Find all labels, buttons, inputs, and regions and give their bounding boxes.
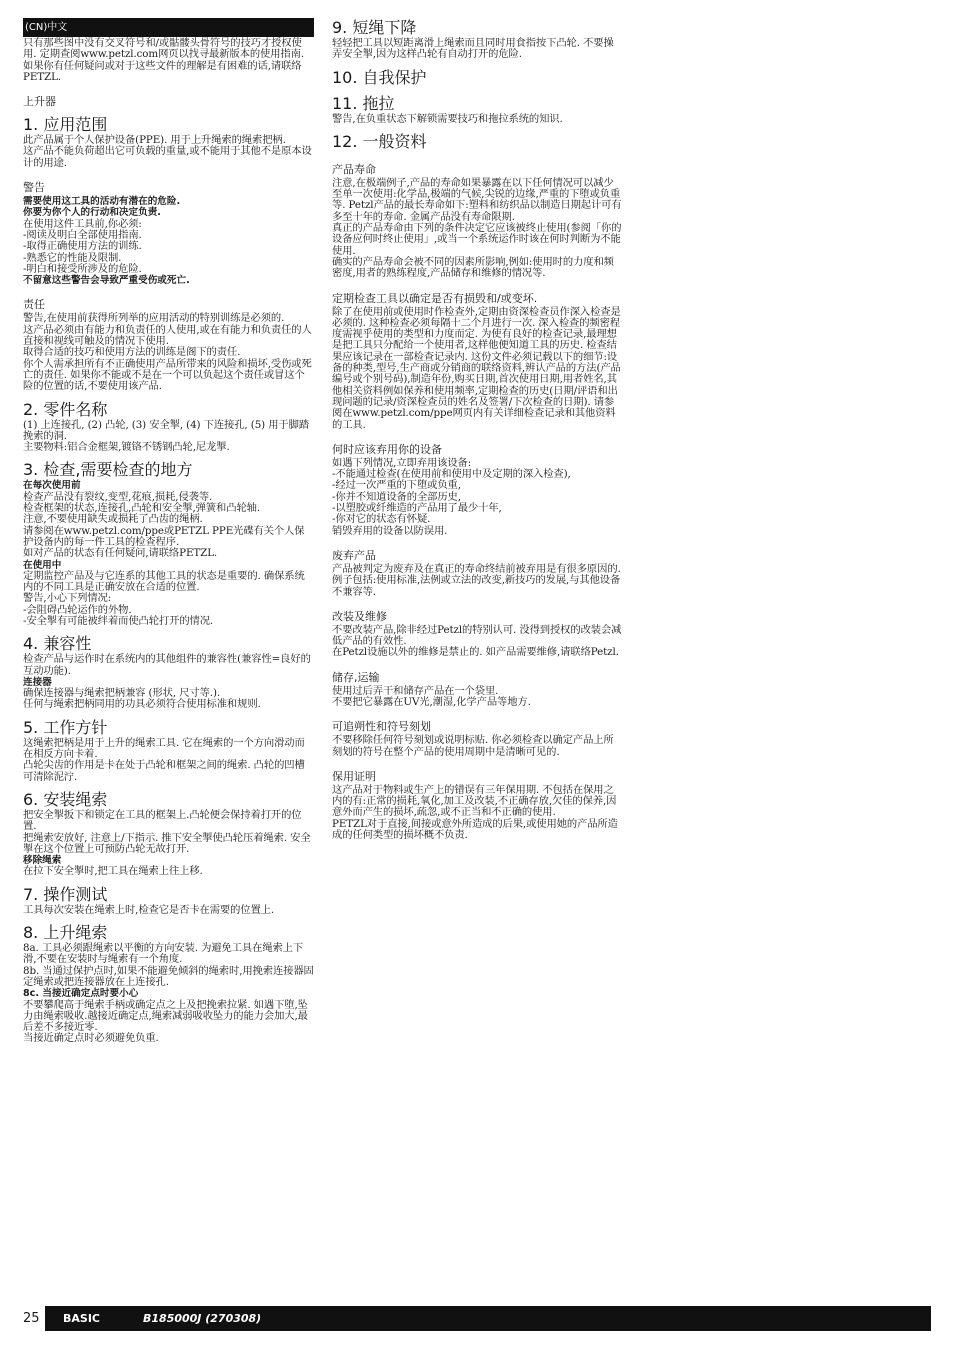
warranty-title: 保用证明 <box>332 769 376 783</box>
section-4-sub-connectors: 连接器 <box>23 676 52 688</box>
section-11-body: 警告,在负重状态下解锁需要技巧和拖拉系统的知识. <box>332 112 563 125</box>
section-5-body: 这绳索把柄是用于上升的绳索工具. 它在绳索的一个方向滑动而在相反方向卡着. 凸轮尖齿的作用是卡在处于凸轮和框架之间的绳索. 凸轮的凹槽可清除泥泞. <box>23 736 305 783</box>
intro-paragraph: 只有那些图中没有交叉符号和/或骷髅头骨符号的技巧才授权使用. 定期查阅www.petzl.com网页以找寻最新版本的使用指南. 如果你有任何疑问或对于这些文件的理解是有困难的话,请联络PETZL. <box>23 37 304 83</box>
section-6-body-1: 把安全掣扳下和锁定在工具的框架上.凸轮便会保持着打开的位置. 把绳索安放好, 注意上/下指示. 推下安全掣使凸轮压着绳索. 安全掣在这个位置上可预防凸轮无故打开. <box>23 808 311 855</box>
section-3-sub-before-use: 在每次使用前 <box>23 480 81 492</box>
modification-title: 改装及维修 <box>332 609 387 623</box>
warning-body: 在使用这件工具前,你必须: -阅读及明白全部使用指南. -取得正确使用方法的训练. -熟悉它的性能及限制. -明白和接受所涉及的危险. <box>23 217 142 275</box>
storage-title: 储存,运输 <box>332 670 380 684</box>
left-column <box>23 18 314 1045</box>
section-12-heading: 12. 一般资料 <box>332 131 427 151</box>
section-4-body-2: 确保连接器与绳索把柄兼容 (形状, 尺寸等.). 任何与绳索把柄同用的功具必须符合使用标准和规则. <box>23 687 261 711</box>
section-1-heading: 1. 应用范围 <box>23 115 108 135</box>
warning-line-2: 你要为你个人的行动和决定负责. <box>23 207 161 219</box>
section-8-heading: 8. 上升绳索 <box>23 923 108 943</box>
right-column <box>332 18 623 841</box>
warning-title: 警告 <box>23 181 45 195</box>
section-1-body: 此产品属于个人保护设备(PPE). 用于上升绳索的绳索把柄. 这产品不能负荷超出它可负载的重量,或不能用于其他不是原本设计的用途. <box>23 134 312 169</box>
section-6-heading: 6. 安装绳索 <box>23 789 108 809</box>
product-life-title: 产品寿命 <box>332 162 376 176</box>
section-8-sub-anchor: 8c. 当接近确定点时要小心 <box>23 988 139 1000</box>
section-8-body-2: 不要攀爬高于绳索手柄或确定点之上及把挽索拉紧. 如遇下堕,坠力由绳索吸收.越接近确定点,绳索减弱吸收坠力的能力会加大,最后差不多接近零. 当接近确定点时必须避免负重. <box>23 998 308 1045</box>
section-8-body-1: 8a. 工具必须跟绳索以平衡的方向安装. 为避免工具在绳索上下滑,不要在安装时与绳索有一个角度. 8b. 当通过保护点时,如果不能避免倾斜的绳索时,用挽索连接器固定绳索或把连接器放在上连接孔. <box>23 942 314 988</box>
section-6-sub-remove-rope: 移除绳索 <box>23 855 62 867</box>
footer-reference: B185000J (270308) <box>143 1312 262 1325</box>
section-4-body-1: 检查产品与运作时在系统内的其他组件的兼容性(兼容性=良好的互动功能). <box>23 653 311 677</box>
obsolete-title: 废弃产品 <box>332 548 376 562</box>
section-10-heading: 10. 自我保护 <box>332 67 427 87</box>
section-3-body-2: 定期监控产品及与它连系的其他工具的状态是重要的. 确保系统内的不同工具是正确安放在合适的位置. 警告,小心下列情况: -会阻碍凸轮运作的外物. -安全掣有可能被绊着而使凸轮打开的情况. <box>23 569 305 627</box>
footer-product-name: BASIC <box>63 1312 100 1325</box>
storage-body: 使用过后弄干和储存产品在一个袋里. 不要把它暴露在UV光,潮湿,化学产品等地方. <box>332 684 531 708</box>
responsibility-title: 责任 <box>23 298 45 312</box>
section-9-heading: 9. 短绳下降 <box>332 18 417 37</box>
section-3-body-1: 检查产品没有裂纹,变型,花痕,损耗,侵袭等. 检查框架的状态,连接孔,凸轮和安全掣,弹簧和凸轮轴. 注意,不要使用缺失或损耗了凸齿的绳柄. 请参阅在www.petzl.com/ppe或PETZL PPE光碟有关个人保护设备内的每一件工具的检查程序. 如对产品的状态有任何疑问,请联络PETZL. <box>23 490 305 560</box>
retirement-body: 如遇下列情况,立即弃用该设备: -不能通过检查(在使用前和使用中及定期的深入检查), -经过一次严重的下堕或负重, -你并不知道设备的全部历史, -以塑胶或纤维造的产品用了最少十年, -你对它的状态有怀疑. 销毁弃用的设备以防误用. <box>332 456 571 537</box>
product-life-body: 注意,在极端例子,产品的寿命如果暴露在以下任何情况可以减少至单一次使用:化学品,极端的气候,尖锐的边缘,严重的下堕或负重等. Petzl产品的最长寿命如下:塑料和纺织品以制造日期起计可有多至十年的寿命. 金属产品没有寿命限期. 真正的产品寿命由下列的条件决定它应该被终止使用(参阅「你的设备应何时终止使用」,或当一个系统运作时该在何时判断为不能使用. 确实的产品寿命会被不同的因素所影响,例如:使用时的力度和频密度,用者的熟练程度,产品储存和维修的情况等. <box>332 176 622 280</box>
page-footer <box>23 1306 931 1331</box>
section-2-body: (1) 上连接孔, (2) 凸轮, (3) 安全掣, (4) 下连接孔, (5) 用于脚踏挽索的洞. 主要物料:铝合金框架,镀铬不锈钢凸轮,尼龙掣. <box>23 418 310 454</box>
section-5-heading: 5. 工作方针 <box>23 717 108 737</box>
warranty-body: 这产品对于物料或生产上的错误有三年保用期. 不包括在保用之内的有:正常的损耗,氧化,加工及改装,不正确存放,欠佳的保养,因意外而产生的损坏,疏忽,或不正当和不正确的使用. PETZL对于直接,间接或意外所造成的后果,或使用她的产品所造成的任何类型的损坏概不负责. <box>332 783 618 842</box>
section-2-heading: 2. 零件名称 <box>23 399 108 419</box>
section-6-body-2: 在拉下安全掣时,把工具在绳索上往上移. <box>23 865 203 878</box>
periodic-inspection-title: 定期检查工具以确定是否有损毁和/或变坏. <box>332 291 538 305</box>
section-9-body: 轻轻把工具以短距离滑上绳索而且同时用食指按下凸轮. 不要操弄安全掣,因为这样凸轮有自动打开的危险. <box>332 37 614 61</box>
retirement-title: 何时应该弃用你的设备 <box>332 442 442 456</box>
warning-line-1: 需要使用这工具的活动有潜在的危险. <box>23 196 181 208</box>
modification-body: 不要改装产品,除非经过Petzl的特别认可. 没得到授权的改装会减低产品的有效性. 在Petzl设施以外的维修是禁止的. 如产品需要维修,请联络Petzl. <box>332 623 622 659</box>
responsibility-body: 警告,在使用前获得所列举的应用活动的特别训练是必须的. 这产品必须由有能力和负责任的人使用,或在有能力和负责任的人直接和视线可触及的情况下使用. 取得合适的技巧和使用方法的训练是阁下的责任. 你个人需承担所有不正确使用产品所带来的风险和损坏,受伤或死亡的责任. 如果你不能或不是在一个可以负起这个责任或冒这个险的位置的话,不要使用该产品. <box>23 312 312 393</box>
footer-bar <box>45 1306 931 1331</box>
traceability-title: 可追朔性和符号刻划 <box>332 720 431 734</box>
section-3-sub-during-use: 在使用中 <box>23 559 62 571</box>
obsolete-body: 产品被判定为废弃及在真正的寿命终结前被弃用是有很多原因的. 例子包括:使用标准,法例或立法的改变,新技巧的发展,与其他设备不兼容等. <box>332 562 621 598</box>
warning-line-3: 不留意这些警告会导致严重受伤或死亡. <box>23 275 190 287</box>
section-7-body: 工具每次安装在绳索上时,检查它是否卡在需要的位置上. <box>23 903 275 916</box>
page-number: 25 <box>23 1311 40 1326</box>
periodic-inspection-body: 除了在使用前或使用时作检查外,定期由资深检查员作深入检查是必须的. 这种检查必须每隔十二个月进行一次. 深入检查的频密程度需视乎使用的类型和力度而定. 为使有良好的检查记录,最理想是把工具只分配给一个使用者,这样他便知道工具的历史. 检查结果应该记录在一部检查记录内. 这份文件必须记载以下的细节:设备的种类,型号,生产商或分销商的联络资料,辨认产品的方法(产品编号或个别号码),制造年份,购买日期,首次使用日期,用者姓名,其他相关资料例如保养和使用频率,定期检查的历史(日期/评语和出现问题的记录/资深检查员的姓名及签署/下次检查的日期). 请参阅在www.petzl.com/ppe网页内有关详细检查记录和其他资料的工具. <box>332 305 621 431</box>
section-11-heading: 11. 拖拉 <box>332 93 395 113</box>
product-type-label: 上升器 <box>23 95 56 109</box>
section-7-heading: 7. 操作测试 <box>23 884 108 904</box>
language-bar: (CN)中文 <box>23 18 314 37</box>
traceability-body: 不要移除任何符号刻划或说明标贴. 你必须检查以确定产品上所刻划的符号在整个产品的使用周期中是清晰可见的. <box>332 734 614 758</box>
section-4-heading: 4. 兼容性 <box>23 634 92 654</box>
section-3-heading: 3. 检查,需要检查的地方 <box>23 460 193 480</box>
